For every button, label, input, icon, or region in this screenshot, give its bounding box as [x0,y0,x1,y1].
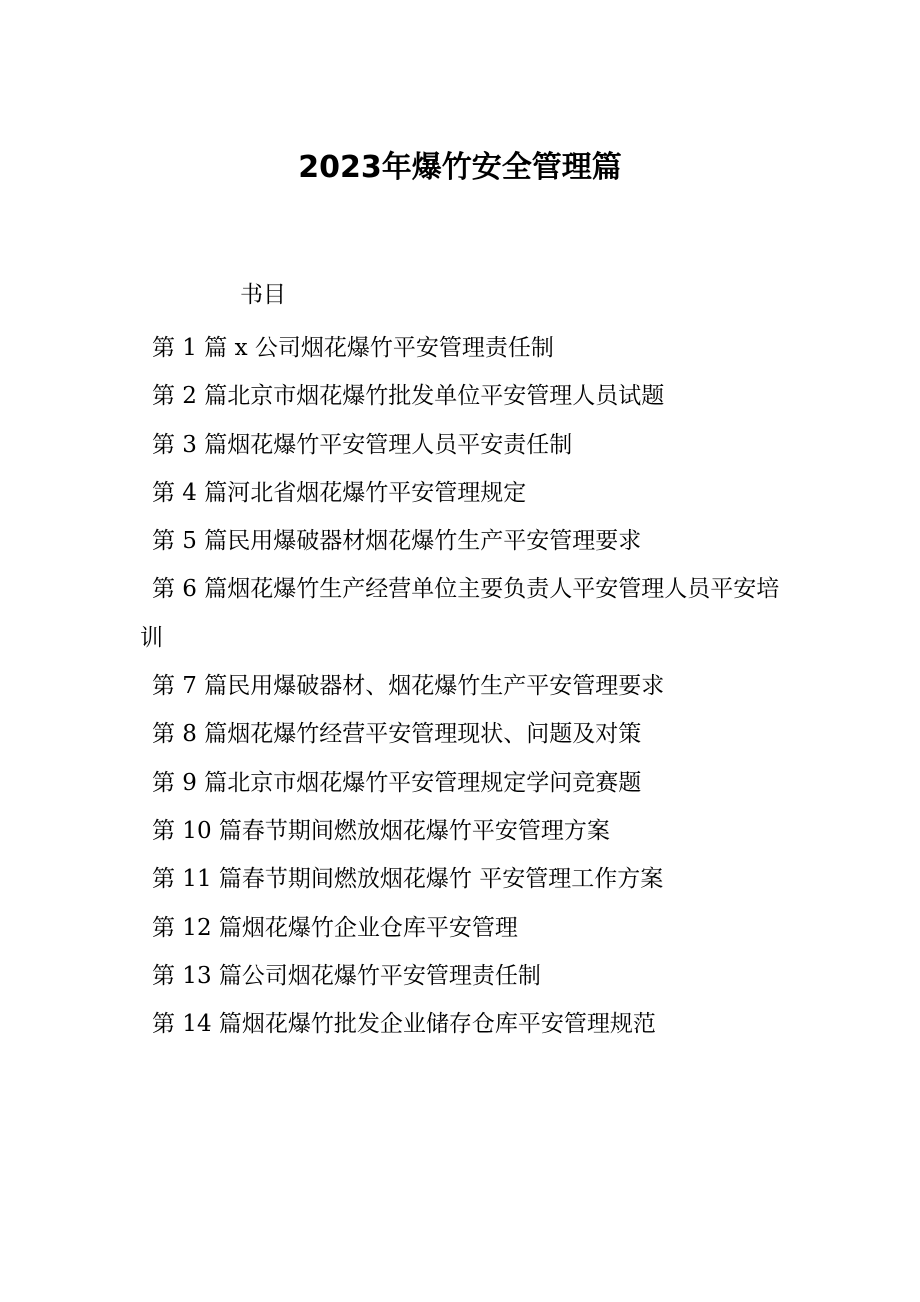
toc-item-11: 第 11 篇春节期间燃放烟花爆竹 平安管理工作方案 [152,866,664,893]
toc-item-7: 第 7 篇民用爆破器材、烟花爆竹生产平安管理要求 [152,673,665,700]
toc-item-10: 第 10 篇春节期间燃放烟花爆竹平安管理方案 [152,817,610,844]
toc-item-5: 第 5 篇民用爆破器材烟花爆竹生产平安管理要求 [152,528,642,555]
toc-item-9: 第 9 篇北京市烟花爆竹平安管理规定学问竞赛题 [152,769,642,796]
toc-item-2: 第 2 篇北京市烟花爆竹批发单位平安管理人员试题 [152,383,665,410]
document-title: 2023年爆竹安全管理篇 [298,150,622,185]
toc-item-12: 第 12 篇烟花爆竹企业仓库平安管理 [152,914,518,941]
toc-item-1: 第 1 篇 x 公司烟花爆竹平安管理责任制 [152,335,554,361]
toc-item-6: 第 6 篇烟花爆竹生产经营单位主要负责人平安管理人员平安培训 [140,576,780,651]
table-of-contents [140,324,790,1048]
toc-item-8: 第 8 篇烟花爆竹经营平安管理现状、问题及对策 [152,721,642,748]
toc-item-14: 第 14 篇烟花爆竹批发企业储存仓库平安管理规范 [152,1011,656,1038]
toc-heading: 书目 [240,282,286,308]
toc-item-3: 第 3 篇烟花爆竹平安管理人员平安责任制 [152,431,573,458]
toc-item-4: 第 4 篇河北省烟花爆竹平安管理规定 [152,479,527,506]
toc-item-13: 第 13 篇公司烟花爆竹平安管理责任制 [152,962,541,989]
